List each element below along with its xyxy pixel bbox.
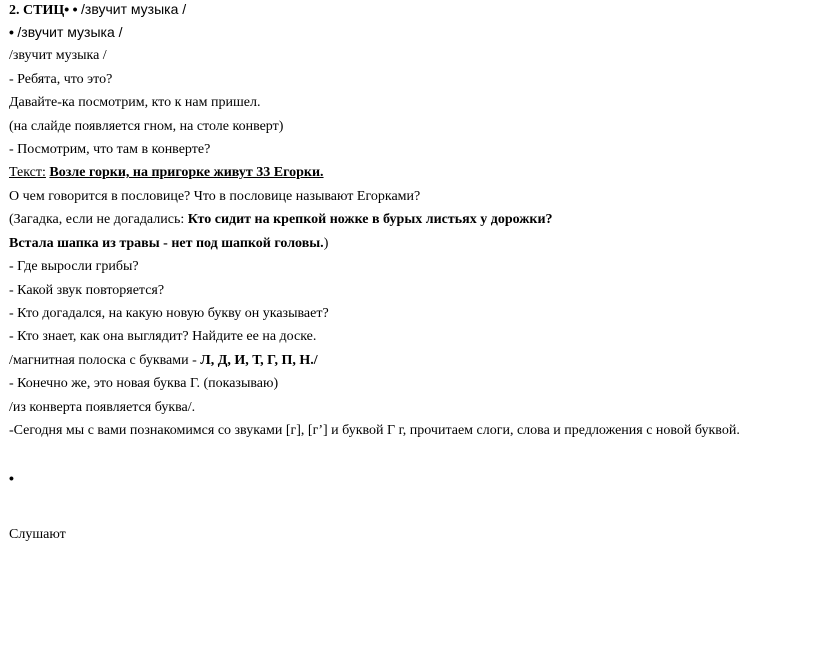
question-line: - Кто догадался, на какую новую букву он указывает? — [9, 306, 329, 321]
bullet-icon: • — [64, 1, 70, 17]
riddle-text: Кто сидит на крепкой ножке в бурых листьях у дорожки? — [187, 212, 553, 227]
bullet-line — [9, 470, 14, 488]
text-line: Давайте-ка посмотрим, кто к нам пришел. — [9, 95, 261, 110]
question-line: - Где выросли грибы? — [9, 259, 139, 274]
closing-paren: ) — [323, 236, 329, 251]
proverb-text: Возле горки, на пригорке живут 33 Егорки. — [49, 165, 324, 180]
bullet-icon: • — [72, 1, 78, 17]
stage-direction-line: /из конверта появляется буква/. — [9, 400, 196, 415]
proverb-line — [9, 164, 324, 181]
text-line: - Конечно же, это новая буква Г. (показываю) — [9, 376, 279, 391]
letters-line — [9, 352, 318, 369]
music-note-line: /звучит музыка / — [9, 48, 107, 63]
lesson-goal-line: -Сегодня мы с вами познакомимся со звуками [г], [г’] и буквой Г г, прочитаем слоги, слова и предложения с новой буквой. — [9, 423, 740, 438]
question-line: - Ребята, что это? — [9, 72, 113, 87]
section-heading: 2. СТИЦ — [9, 3, 65, 18]
bullet-icon: • — [9, 470, 14, 486]
question-line: - Кто знает, как она выглядит? Найдите ее на доске. — [9, 329, 317, 344]
letters-list: Л, Д, И, Т, Г, П, Н./ — [200, 353, 318, 368]
proverb-label: Текст: — [9, 165, 46, 180]
bullet-line — [9, 24, 123, 42]
question-line: - Посмотрим, что там в конверте? — [9, 142, 211, 157]
bullet-icon: • — [9, 24, 14, 40]
riddle-line — [9, 211, 553, 228]
section-heading-line — [9, 1, 186, 19]
riddle-answer: Встала шапка из травы - нет под шапкой головы. — [9, 236, 324, 251]
riddle-answer-line — [9, 235, 328, 252]
question-line: - Какой звук повторяется? — [9, 283, 165, 298]
riddle-prefix: (Загадка, если не догадались: — [9, 212, 188, 227]
stage-direction-line: (на слайде появляется гном, на столе конверт) — [9, 119, 284, 134]
question-line: О чем говорится в пословице? Что в пословице называют Егорками? — [9, 189, 421, 204]
letters-prefix: /магнитная полоска с буквами - — [9, 353, 201, 368]
music-note: /звучит музыка / — [17, 24, 123, 40]
music-note: /звучит музыка / — [81, 1, 187, 17]
student-activity-line: Слушают — [9, 527, 66, 542]
